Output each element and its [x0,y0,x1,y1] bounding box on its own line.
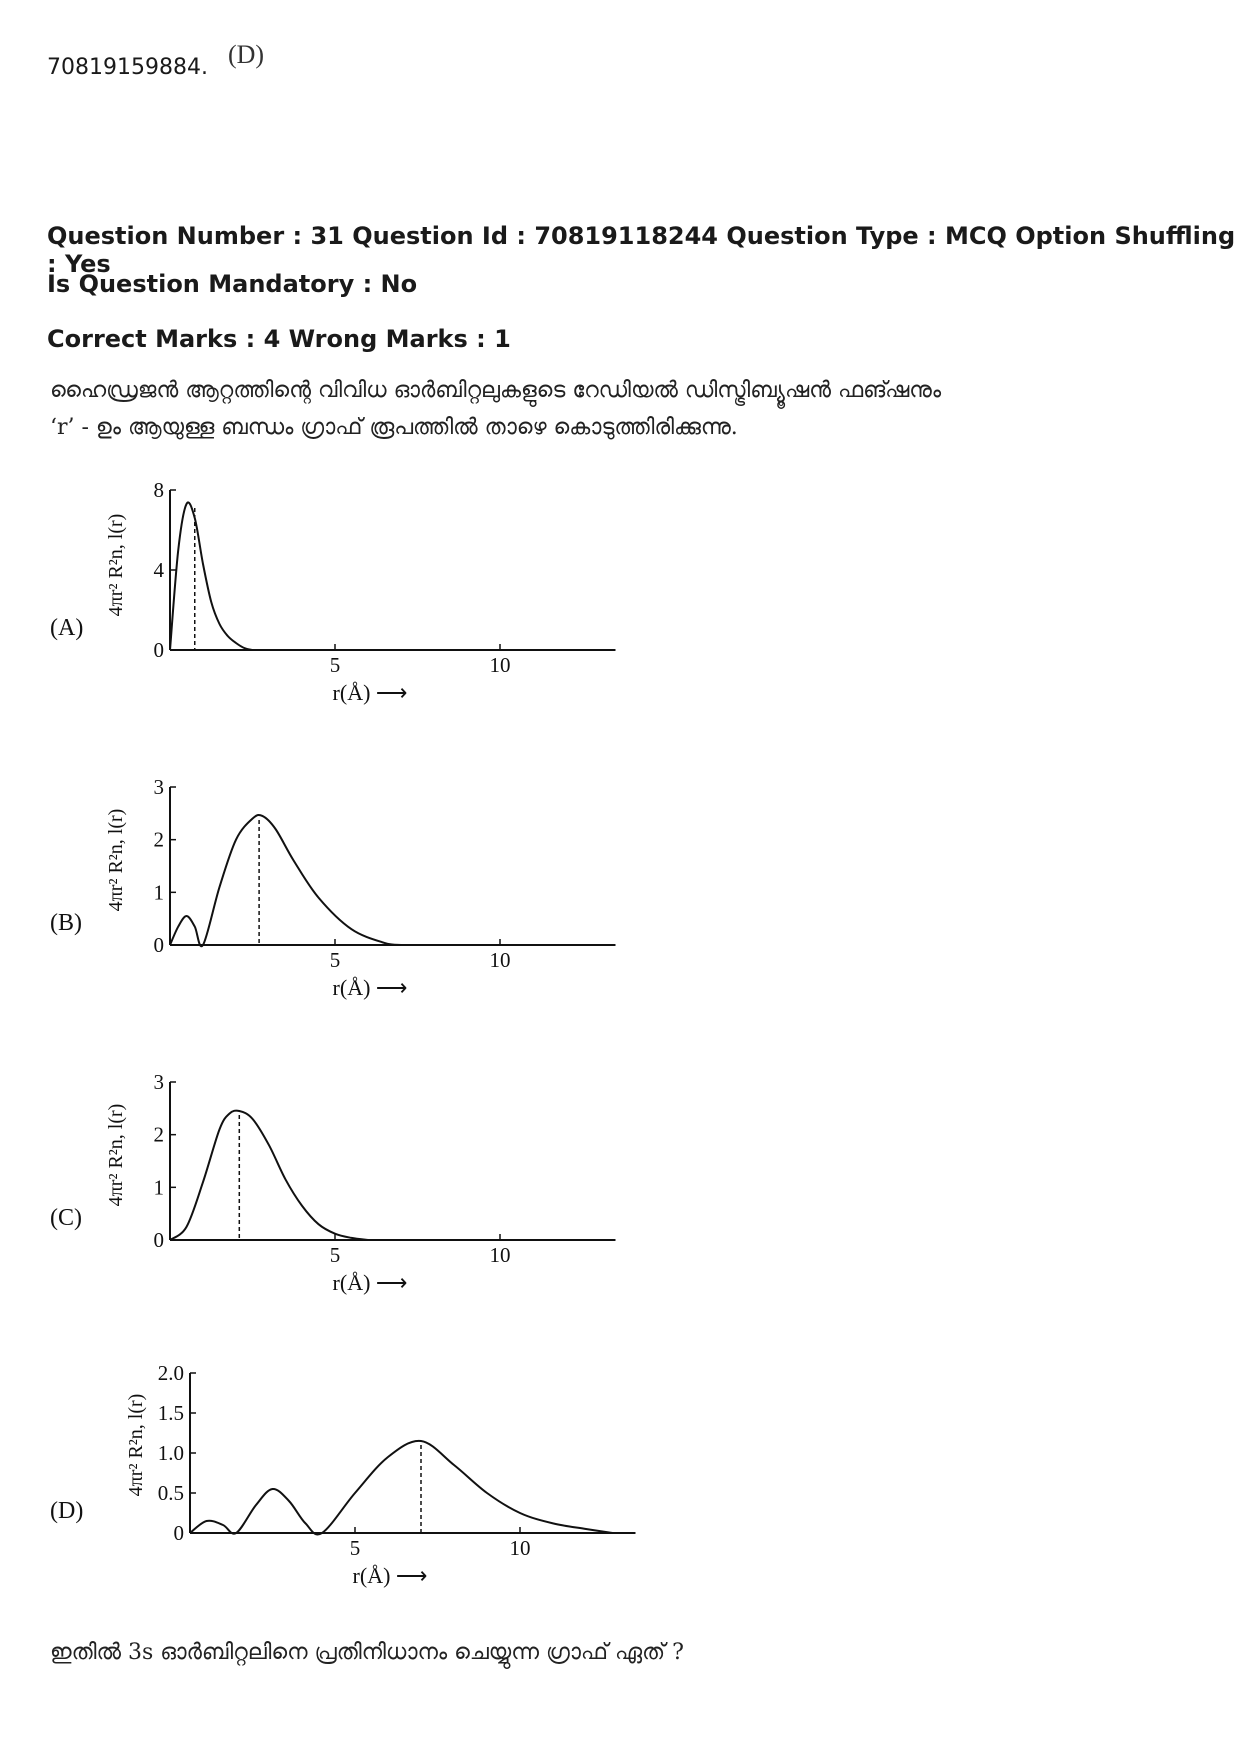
option-d-graph [40,1355,680,1605]
x-axis-title: r(Å) ⟶ [332,975,408,1000]
y-tick-label: 0 [153,933,164,957]
y-axis-title: 4πr² R²n, l(r) [105,1103,127,1207]
x-tick-label: 5 [349,1536,361,1560]
distribution-curve [170,1111,368,1240]
x-tick-label: 10 [489,653,511,677]
question-prompt: ഇതിൽ 3s ഓർബിറ്റലിനെ പ്രതിനിധാനം ചെയ്യുന്ന ഗ്രാഫ് ഏത് ? [50,1640,684,1665]
y-tick-label: 8 [153,478,164,502]
y-tick-label: 2 [153,1122,164,1147]
option-label: (B) [50,910,82,936]
y-tick-label: 1 [153,880,164,905]
y-tick-label: 2.0 [157,1361,184,1385]
question-mandatory: Is Question Mandatory : No [47,270,418,298]
y-tick-label: 3 [153,775,164,799]
x-tick-label: 10 [489,948,511,972]
previous-answer-option: (D) [228,40,265,69]
x-axis-title: r(Å) ⟶ [352,1563,428,1588]
option-b-graph [40,765,680,1015]
y-tick-label: 1.5 [157,1401,184,1425]
x-axis-title: r(Å) ⟶ [332,1270,408,1295]
y-tick-label: 0 [173,1521,184,1545]
previous-question-number: 70819159884. [47,55,208,80]
distribution-curve [170,502,253,650]
question-stem-line-2: ‘r’ - ഉം ആയുള്ള ബന്ധം ഗ്രാഫ് രൂപത്തിൽ താഴെ കൊടുത്തിരിക്കുന്നു. [50,415,738,440]
option-a-graph [40,470,680,720]
x-tick-label: 5 [329,1243,341,1267]
y-tick-label: 0 [153,638,164,662]
option-label: (D) [50,1498,84,1524]
option-c-graph [40,1060,680,1310]
x-tick-label: 5 [329,653,341,677]
y-tick-label: 0 [153,1228,164,1252]
x-tick-label: 10 [509,1536,531,1560]
y-tick-label: 3 [153,1070,164,1094]
distribution-curve [170,815,401,946]
x-tick-label: 10 [489,1243,511,1267]
y-tick-label: 1.0 [157,1441,184,1465]
y-tick-label: 0.5 [157,1481,184,1505]
x-tick-label: 5 [329,948,341,972]
distribution-curve [190,1441,612,1535]
question-stem-line-1: ഹൈഡ്രജൻ ആറ്റത്തിന്റെ വിവിധ ഓർബിറ്റലുകളുടെ റേഡിയൽ ഡിസ്ട്രിബ്യൂഷൻ ഫങ്ഷനും [50,378,942,403]
question-metadata: Question Number : 31 Question Id : 70819118244 Question Type : MCQ Option Shuffling : Yes [47,222,1236,278]
y-axis-title: 4πr² R²n, l(r) [105,808,127,912]
question-marks: Correct Marks : 4 Wrong Marks : 1 [47,325,511,353]
y-axis-title: 4πr² R²n, l(r) [105,513,127,617]
y-tick-label: 2 [153,827,164,852]
y-axis-title: 4πr² R²n, l(r) [125,1393,147,1497]
option-label: (C) [50,1205,82,1231]
x-axis-title: r(Å) ⟶ [332,680,408,705]
y-tick-label: 4 [153,558,164,582]
y-tick-label: 1 [153,1175,164,1200]
option-label: (A) [50,615,84,641]
